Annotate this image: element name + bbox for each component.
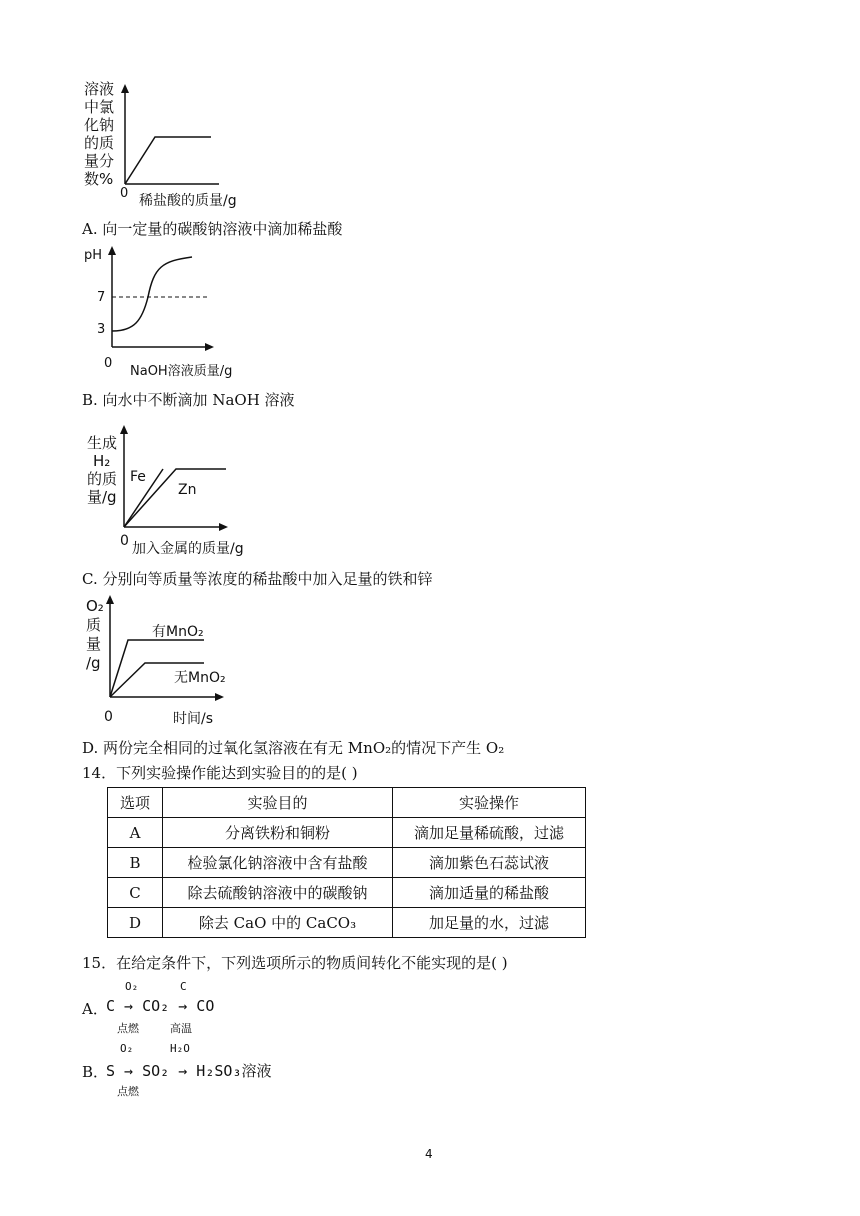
formula-b-above1: O₂ (120, 1042, 134, 1055)
table-cell: A (108, 818, 163, 848)
x-axis-arrow (215, 693, 224, 701)
table-cell: C (108, 878, 163, 908)
table-cell: B (108, 848, 163, 878)
table-row (108, 878, 586, 908)
option-c-text: C. 分别向等质量等浓度的稀盐酸中加入足量的铁和锌 (82, 570, 433, 588)
x-axis-arrow (219, 523, 228, 531)
ylabel-line: H₂ (93, 452, 111, 470)
page-number: 4 (425, 1147, 433, 1161)
table-cell: 除去硫酸钠溶液中的碳酸钠 (163, 878, 393, 908)
ph-curve (112, 257, 192, 331)
formula-b-main: S → SO₂ → H₂SO₃溶液 (106, 1062, 272, 1080)
table-cell: 分离铁粉和铜粉 (163, 818, 393, 848)
graph-d-with-label: 有MnO₂ (152, 624, 204, 640)
table-row (108, 848, 586, 878)
ylabel-line: 量分 (84, 152, 115, 170)
y-axis-arrow (106, 595, 114, 604)
graph-b-ylabel: pH (84, 248, 103, 263)
table-header-cell: 实验目的 (163, 788, 393, 818)
ylabel-line: 量/g (87, 488, 117, 506)
graph-a-plot (115, 84, 225, 194)
ylabel-line: 化钠 (84, 116, 115, 134)
graph-b-tick-7: 7 (97, 290, 106, 305)
table-cell: 滴加适量的稀盐酸 (393, 878, 586, 908)
y-axis-arrow (120, 425, 128, 434)
graph-d-plot (100, 594, 230, 704)
graph-d-without-label: 无MnO₂ (174, 670, 226, 686)
ylabel-line: 数% (84, 170, 114, 188)
options-table (107, 787, 586, 938)
ylabel-line: 的质 (87, 470, 118, 488)
graph-d-origin: 0 (104, 709, 113, 725)
ylabel-line: O₂ (86, 597, 104, 615)
formula-a-below1: 点燃 (117, 1022, 139, 1035)
ylabel-line: 生成 (87, 434, 118, 452)
option-a-text: A. 向一定量的碳酸钠溶液中滴加稀盐酸 (82, 220, 343, 238)
ylabel-line: 中氯 (84, 98, 115, 116)
graph-c-origin: 0 (120, 533, 129, 549)
table-cell: 加足量的水，过滤 (393, 908, 586, 938)
ylabel-line: 量 (86, 635, 102, 653)
graph-d-xlabel: 时间/s (173, 711, 214, 727)
table-cell: 滴加足量稀硫酸，过滤 (393, 818, 586, 848)
table-cell: 滴加紫色石蕊试液 (393, 848, 586, 878)
table-cell: 除去 CaO 中的 CaCO₃ (163, 908, 393, 938)
graph-a-origin: 0 (120, 186, 129, 201)
ylabel-line: /g (86, 654, 101, 672)
question-14: 14．下列实验操作能达到实验目的的是( ) (82, 764, 358, 782)
table-header-row (108, 788, 586, 818)
ylabel-line: 溶液 (84, 80, 115, 98)
y-axis-arrow (108, 246, 116, 255)
question-15: 15．在给定条件下，下列选项所示的物质间转化不能实现的是( ) (82, 954, 508, 972)
formula-b-above2: H₂O (170, 1042, 190, 1055)
x-axis-arrow (205, 343, 214, 351)
table-cell: 检验氯化钠溶液中含有盐酸 (163, 848, 393, 878)
graph-c-zn-label: Zn (178, 482, 197, 498)
formula-b-below1: 点燃 (117, 1085, 139, 1098)
table-header-cell: 选项 (108, 788, 163, 818)
table-row (108, 908, 586, 938)
formula-a-main: C → CO₂ → CO (106, 997, 215, 1015)
table-header-cell: 实验操作 (393, 788, 586, 818)
option-b-text: B. 向水中不断滴加 NaOH 溶液 (82, 391, 295, 409)
formula-b-label: B． (82, 1063, 109, 1081)
graph-c-ylabel (87, 434, 117, 506)
graph-a-ylabel (84, 80, 114, 188)
formula-a-above2: C (180, 980, 187, 993)
table-row (108, 818, 586, 848)
graph-c-xlabel: 加入金属的质量/g (132, 541, 244, 557)
graph-b-tick-3: 3 (97, 322, 106, 337)
formula-a-label: A． (82, 1000, 108, 1018)
curve (125, 137, 211, 184)
graph-a-xlabel: 稀盐酸的质量/g (139, 193, 237, 209)
ylabel-line: 的质 (84, 134, 115, 152)
table-cell: D (108, 908, 163, 938)
formula-a-below2: 高温 (170, 1022, 192, 1035)
formula-a-above1: O₂ (125, 980, 139, 993)
y-axis-arrow (121, 84, 129, 93)
option-d-text: D. 两份完全相同的过氧化氢溶液在有无 MnO₂的情况下产生 O₂ (82, 739, 505, 757)
graph-b-xlabel: NaOH溶液质量/g (130, 364, 233, 379)
ylabel-line: 质 (86, 616, 102, 634)
graph-c-fe-label: Fe (130, 469, 146, 485)
graph-b-origin: 0 (104, 356, 113, 371)
